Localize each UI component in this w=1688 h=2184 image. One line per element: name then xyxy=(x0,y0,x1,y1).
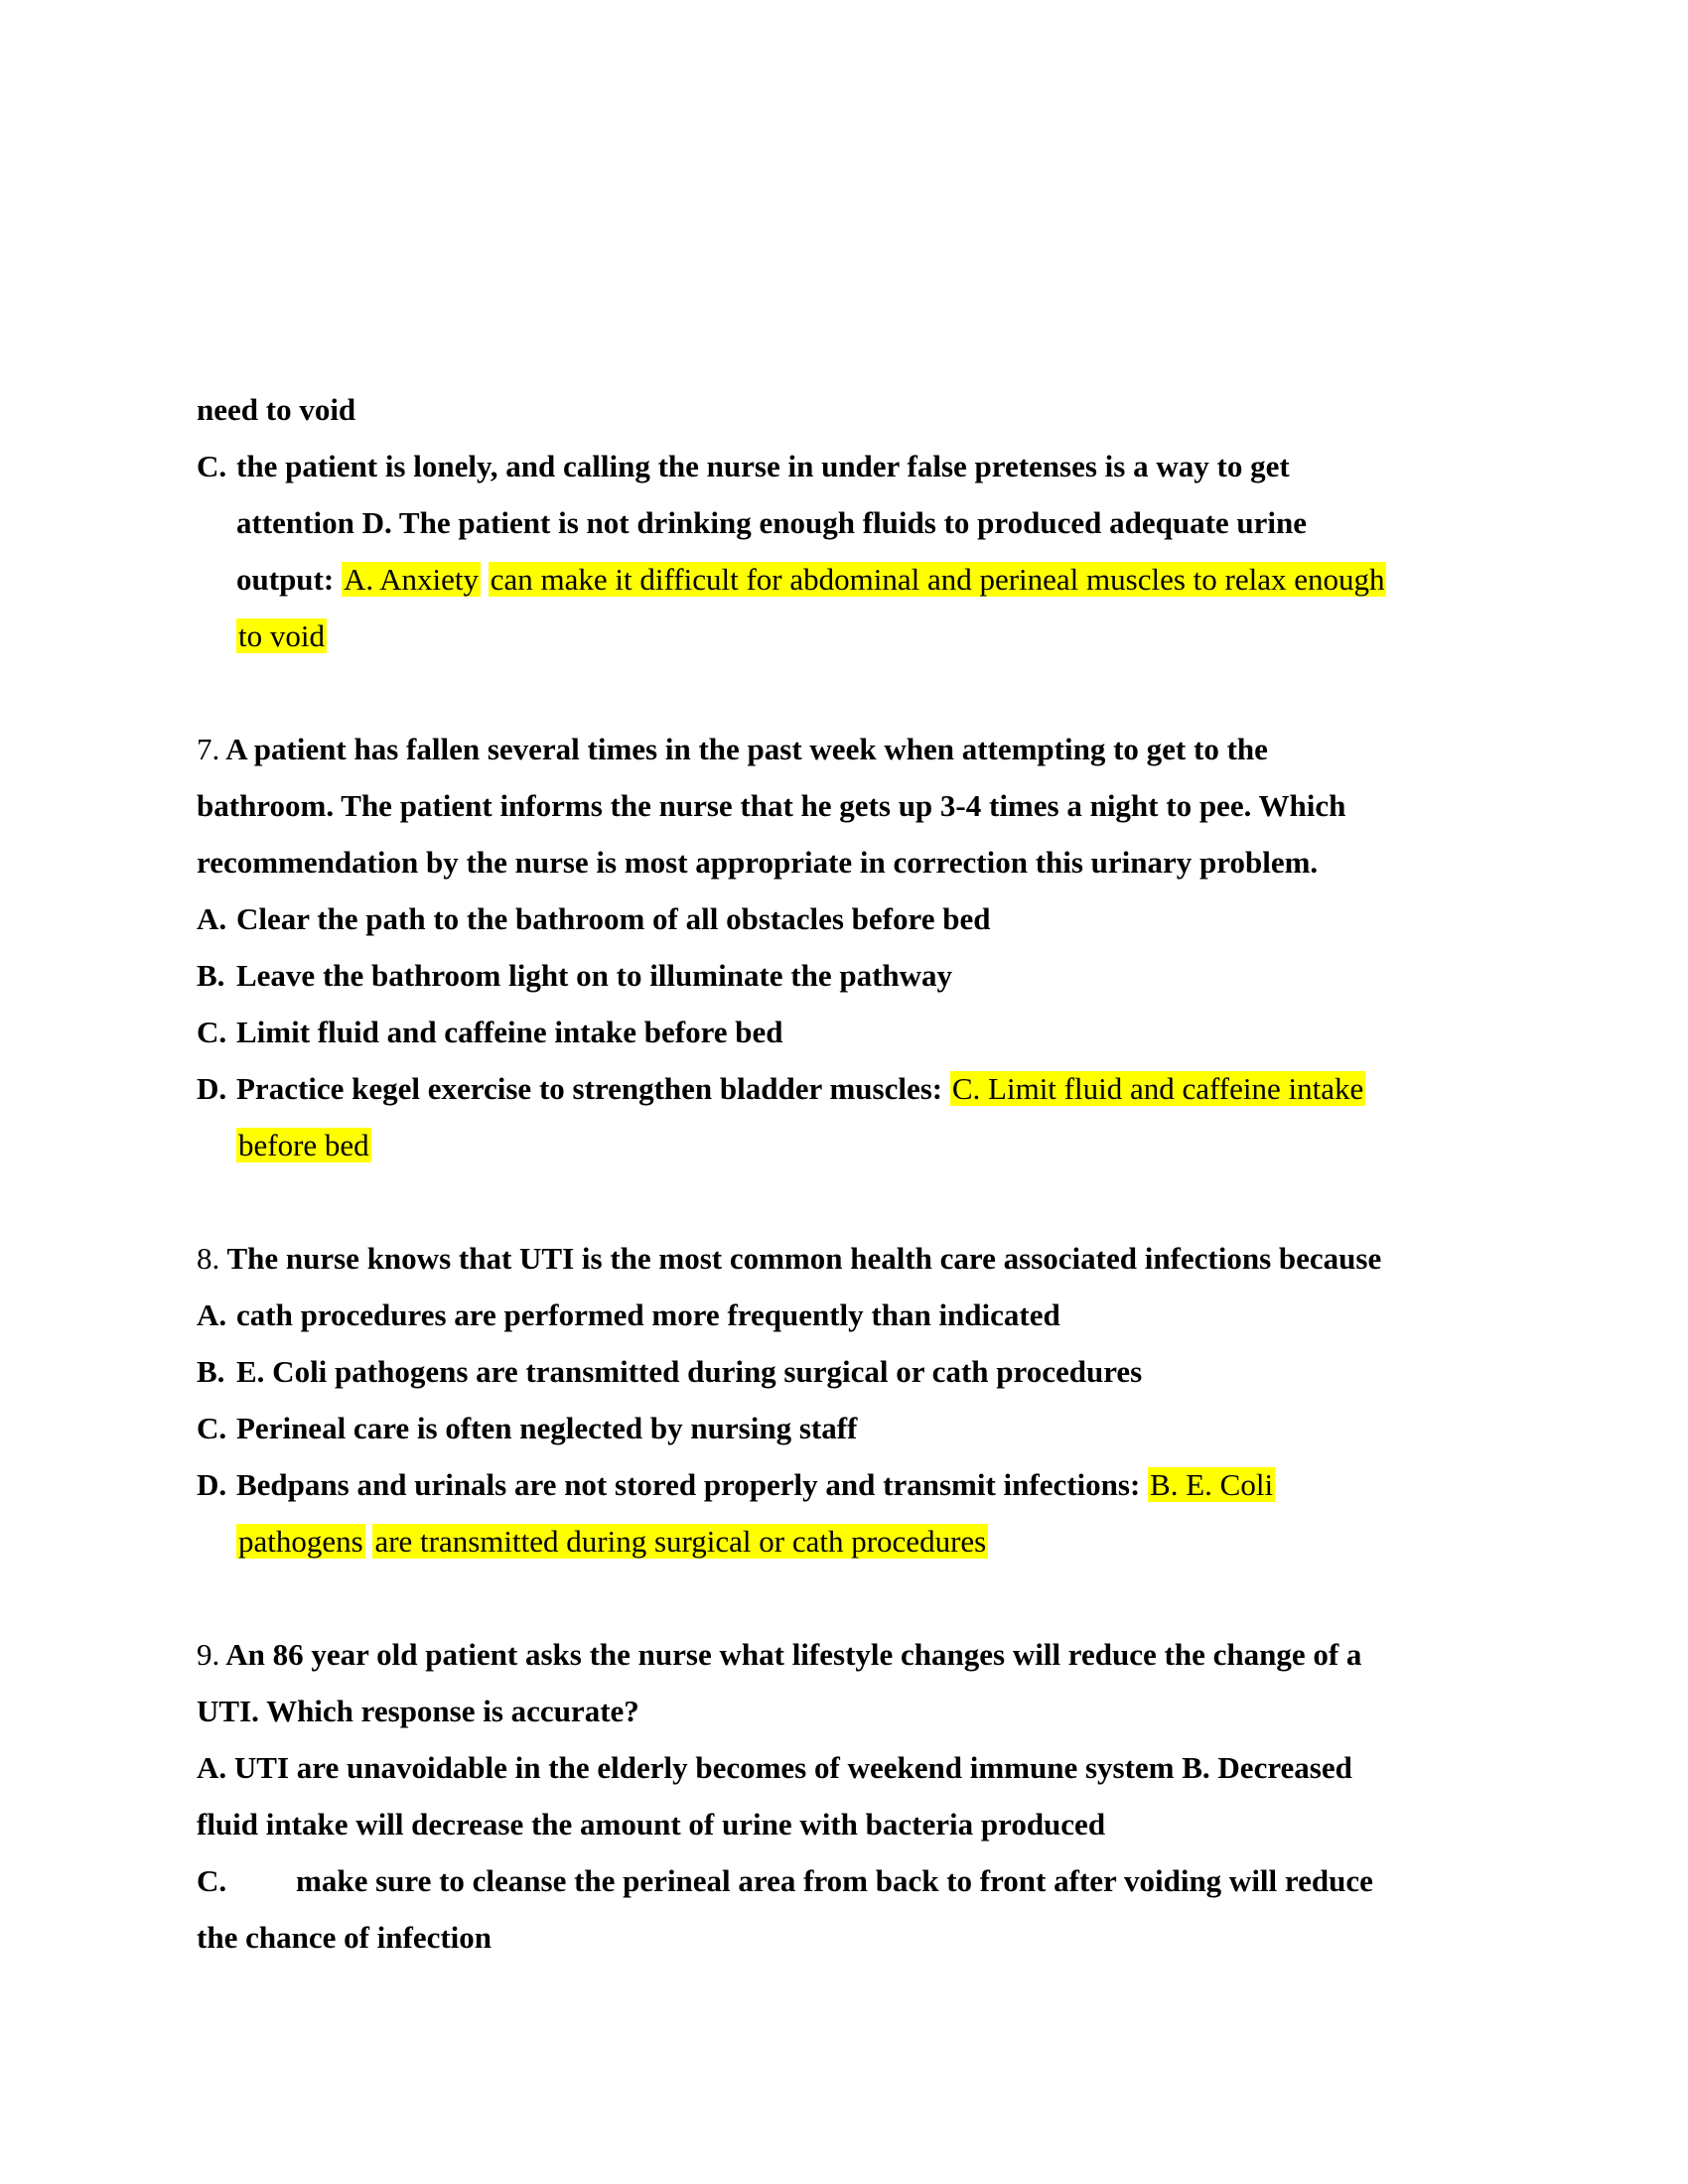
option-text: Leave the bathroom light on to illuminate the pathway xyxy=(236,958,953,993)
option-text: E. Coli pathogens are transmitted during surgical or cath procedures xyxy=(236,1354,1143,1389)
option-text: make sure to cleanse the perineal area from back to front after voiding will reduce xyxy=(296,1863,1373,1898)
q6-option-c xyxy=(197,447,1290,486)
question-text: An 86 year old patient asks the nurse what lifestyle changes will reduce the change of a xyxy=(225,1637,1362,1672)
q7-option-c xyxy=(197,1013,783,1052)
question-number: 8. xyxy=(197,1241,220,1276)
q9-option-b-continued: fluid intake will decrease the amount of urine with bacteria produced xyxy=(197,1807,1106,1842)
q8-answer-line-2 xyxy=(236,1522,988,1562)
option-text: Perineal care is often neglected by nursing staff xyxy=(236,1411,858,1445)
q9-option-c-continued: the chance of infection xyxy=(197,1920,492,1955)
q8-option-b xyxy=(197,1352,1142,1392)
option-letter: B. xyxy=(197,1354,225,1389)
q9-stem-line-1 xyxy=(197,1635,1361,1675)
q9-option-a-b: A. UTI are unavoidable in the elderly becomes of weekend immune system B. Decreased xyxy=(197,1750,1352,1785)
option-text: cath procedures are performed more frequently than indicated xyxy=(236,1297,1060,1332)
option-letter: C. xyxy=(197,449,227,483)
option-letter: D. xyxy=(197,1071,227,1106)
highlighted-answer: A. Anxiety xyxy=(343,562,480,597)
option-text: Practice kegel exercise to strengthen bladder muscles: xyxy=(236,1071,943,1106)
option-letter: C. xyxy=(197,1015,227,1049)
q7-stem-line-2: bathroom. The patient informs the nurse that he gets up 3-4 times a night to pee. Which xyxy=(197,788,1346,823)
option-letter: D. xyxy=(197,1467,227,1502)
q6-answer-line xyxy=(236,560,1386,600)
option-letter: C. xyxy=(197,1863,227,1898)
q8-option-d xyxy=(197,1465,1275,1505)
question-number: 7. xyxy=(197,732,220,766)
q9-stem-line-2: UTI. Which response is accurate? xyxy=(197,1694,639,1728)
q6-option-c-continued: attention D. The patient is not drinking enough fluids to produced adequate urine xyxy=(236,505,1308,540)
option-letter: B. xyxy=(197,958,225,993)
highlighted-answer: pathogens xyxy=(238,1524,363,1559)
q7-stem-line-1 xyxy=(197,730,1268,769)
highlighted-answer: B. E. Coli xyxy=(1150,1467,1274,1502)
highlighted-answer: to void xyxy=(238,618,325,653)
q6-answer-line-2 xyxy=(236,616,327,656)
q8-option-a xyxy=(197,1296,1060,1335)
question-text: A patient has fallen several times in the past week when attempting to get to the xyxy=(225,732,1268,766)
q8-stem xyxy=(197,1239,1381,1279)
option-text: Limit fluid and caffeine intake before bed xyxy=(236,1015,783,1049)
q7-option-a xyxy=(197,899,990,939)
option-text: Clear the path to the bathroom of all obstacles before bed xyxy=(236,901,991,936)
highlighted-answer: are transmitted during surgical or cath procedures xyxy=(374,1524,987,1559)
q9-option-c xyxy=(197,1861,1373,1901)
output-label: output: xyxy=(236,562,335,597)
q7-option-d xyxy=(197,1069,1365,1109)
q8-option-c xyxy=(197,1409,857,1448)
highlighted-answer: before bed xyxy=(238,1128,369,1162)
option-letter: C. xyxy=(197,1411,227,1445)
q7-stem-line-3: recommendation by the nurse is most appropriate in correction this urinary problem. xyxy=(197,845,1319,880)
option-letter: A. xyxy=(197,901,227,936)
question-text: The nurse knows that UTI is the most common health care associated infections because xyxy=(226,1241,1382,1276)
option-letter: A. xyxy=(197,1297,227,1332)
question-number: 9. xyxy=(197,1637,220,1672)
q7-answer-line-2 xyxy=(236,1126,371,1165)
q6-line-need-to-void: need to void xyxy=(197,392,356,427)
highlighted-answer: C. Limit fluid and caffeine intake xyxy=(951,1071,1364,1106)
q7-option-b xyxy=(197,956,952,996)
option-text: Bedpans and urinals are not stored properly and transmit infections: xyxy=(236,1467,1141,1502)
highlighted-answer: can make it difficult for abdominal and perineal muscles to relax enough xyxy=(490,562,1385,597)
option-text: the patient is lonely, and calling the nurse in under false pretenses is a way to get xyxy=(236,449,1290,483)
